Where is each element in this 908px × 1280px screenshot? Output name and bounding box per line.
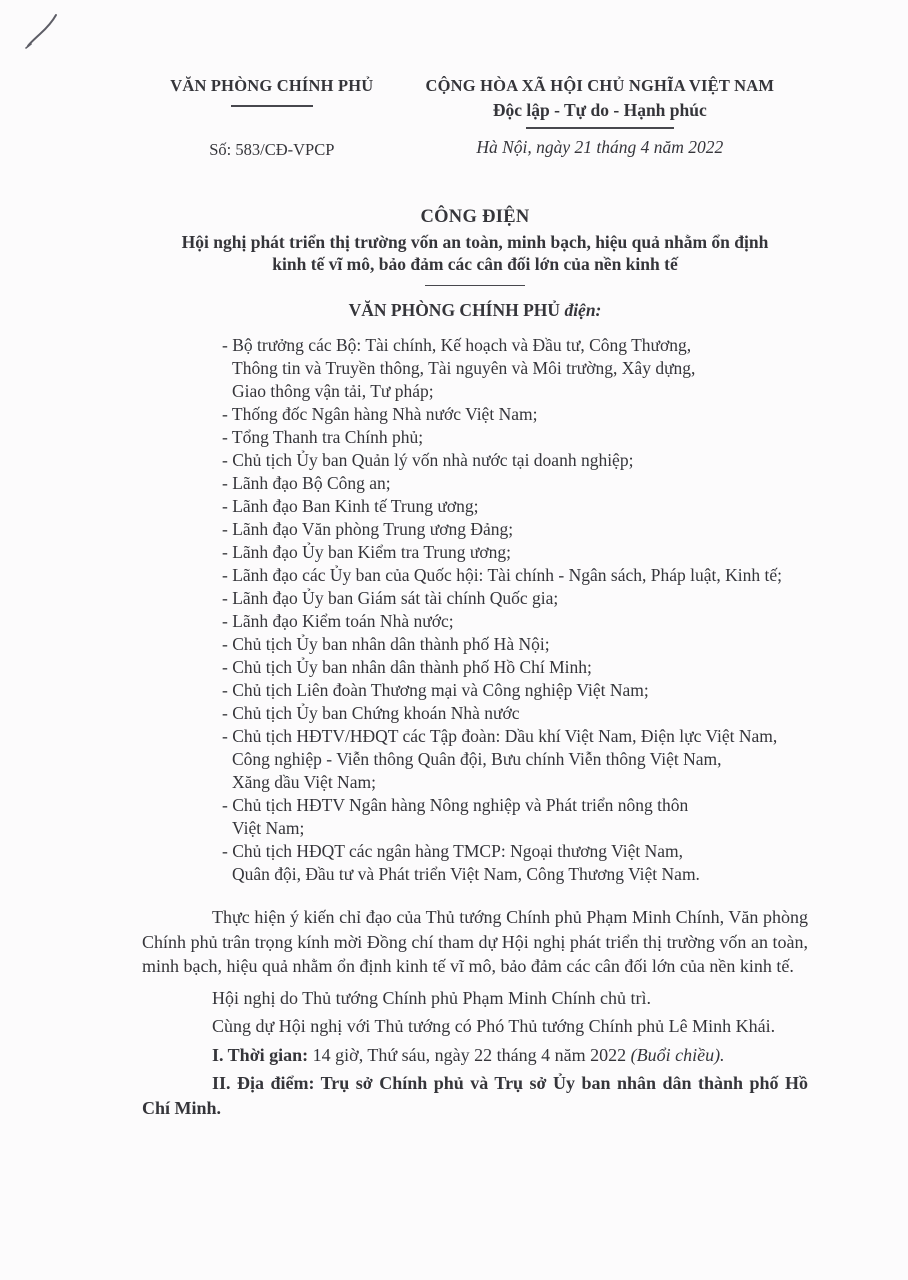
list-item: - Tổng Thanh tra Chính phủ; — [222, 427, 424, 448]
document-subject — [142, 231, 808, 276]
motto-underline — [526, 127, 674, 129]
list-item: - Lãnh đạo Văn phòng Trung ương Đảng; — [222, 519, 514, 540]
national-title: CỘNG HÒA XÃ HỘI CHỦ NGHĨA VIỆT NAM — [425, 76, 775, 95]
list-item: Xăng dầu Việt Nam; — [232, 772, 376, 793]
list-item: - Chủ tịch Ủy ban Quản lý vốn nhà nước tại doanh nghiệp; — [222, 450, 634, 471]
list-item: - Lãnh đạo Bộ Công an; — [222, 473, 391, 494]
issuing-agency-block — [142, 76, 402, 160]
salutation-verb: điện: — [564, 300, 602, 321]
subject-line: Hội nghị phát triển thị trường vốn an toàn, minh bạch, hiệu quả nhằm ổn định — [181, 231, 769, 252]
list-item: Việt Nam; — [232, 818, 305, 839]
list-item: - Chủ tịch HĐTV Ngân hàng Nông nghiệp và Phát triển nông thôn — [222, 795, 689, 816]
pen-slash-mark — [18, 8, 78, 68]
document-body — [142, 905, 808, 1120]
venue-value: Trụ sở Chính phủ và Trụ sở Ủy ban nhân dân thành phố Hồ Chí Minh. — [142, 1073, 809, 1118]
recipient-list — [222, 334, 808, 886]
paragraph-attendees: Cùng dự Hội nghị với Thủ tướng có Phó Thủ tướng Chính phủ Lê Minh Khái. — [212, 1016, 776, 1037]
document-type-title: CÔNG ĐIỆN — [420, 206, 530, 227]
time-value: 14 giờ, Thứ sáu, ngày 22 tháng 4 năm 2022 — [308, 1044, 631, 1065]
venue-label: II. Địa điểm: — [212, 1073, 315, 1094]
salutation-agency: VĂN PHÒNG CHÍNH PHỦ — [348, 300, 565, 321]
list-item: - Chủ tịch HĐTV/HĐQT các Tập đoàn: Dầu khí Việt Nam, Điện lực Việt Nam, — [222, 726, 778, 747]
paragraph-invitation: Thực hiện ý kiến chỉ đạo của Thủ tướng Chính phủ Phạm Minh Chính, Văn phòng Chính phủ trân trọng kính mời Đồng chí tham dự Hội nghị phát triển thị trường vốn an toàn, minh bạch, hiệu quả nhằm ổn định kinh tế vĩ mô, bảo đảm các cân đối lớn của nền kinh tế. — [142, 907, 808, 977]
salutation-line — [142, 299, 808, 321]
national-header-block — [402, 76, 798, 160]
list-item: - Lãnh đạo Kiểm toán Nhà nước; — [222, 611, 454, 632]
subject-divider — [425, 285, 525, 287]
list-item: - Lãnh đạo Ban Kinh tế Trung ương; — [222, 496, 479, 517]
list-item: - Lãnh đạo Ủy ban Giám sát tài chính Quốc gia; — [222, 588, 559, 609]
place-and-date: Hà Nội, ngày 21 tháng 4 năm 2022 — [476, 136, 724, 157]
issuer-underline — [231, 105, 313, 107]
paragraph-chair: Hội nghị do Thủ tướng Chính phủ Phạm Minh Chính chủ trì. — [212, 987, 651, 1008]
time-note: (Buổi chiều). — [630, 1044, 725, 1065]
subject-line: kinh tế vĩ mô, bảo đảm các cân đối lớn của nền kinh tế — [272, 254, 678, 275]
document-header — [142, 76, 808, 160]
list-item: - Chủ tịch Ủy ban nhân dân thành phố Hà Nội; — [222, 634, 550, 655]
list-item: - Bộ trưởng các Bộ: Tài chính, Kế hoạch và Đầu tư, Công Thương, — [222, 335, 692, 356]
time-row — [142, 1043, 808, 1068]
list-item: Giao thông vận tải, Tư pháp; — [232, 381, 434, 402]
list-item: - Chủ tịch Ủy ban Chứng khoán Nhà nước — [222, 703, 520, 724]
list-item: - Chủ tịch HĐQT các ngân hàng TMCP: Ngoại thương Việt Nam, — [222, 841, 683, 862]
time-label: I. Thời gian: — [212, 1044, 309, 1065]
venue-row — [142, 1071, 808, 1120]
document-number: Số: 583/CĐ-VPCP — [209, 139, 335, 159]
list-item: - Lãnh đạo Ủy ban Kiểm tra Trung ương; — [222, 542, 511, 563]
list-item: - Chủ tịch Ủy ban nhân dân thành phố Hồ Chí Minh; — [222, 657, 592, 678]
list-item: - Thống đốc Ngân hàng Nhà nước Việt Nam; — [222, 404, 538, 425]
list-item: Thông tin và Truyền thông, Tài nguyên và Môi trường, Xây dựng, — [232, 358, 696, 379]
national-motto: Độc lập - Tự do - Hạnh phúc — [492, 100, 707, 120]
list-item: - Chủ tịch Liên đoàn Thương mại và Công nghiệp Việt Nam; — [222, 680, 649, 701]
list-item: Công nghiệp - Viễn thông Quân đội, Bưu chính Viễn thông Việt Nam, — [232, 749, 722, 770]
issuing-agency-name: VĂN PHÒNG CHÍNH PHỦ — [170, 76, 374, 95]
list-item: Quân đội, Đầu tư và Phát triển Việt Nam, Công Thương Việt Nam. — [232, 864, 700, 885]
list-item: - Lãnh đạo các Ủy ban của Quốc hội: Tài chính - Ngân sách, Pháp luật, Kinh tế; — [222, 565, 782, 586]
